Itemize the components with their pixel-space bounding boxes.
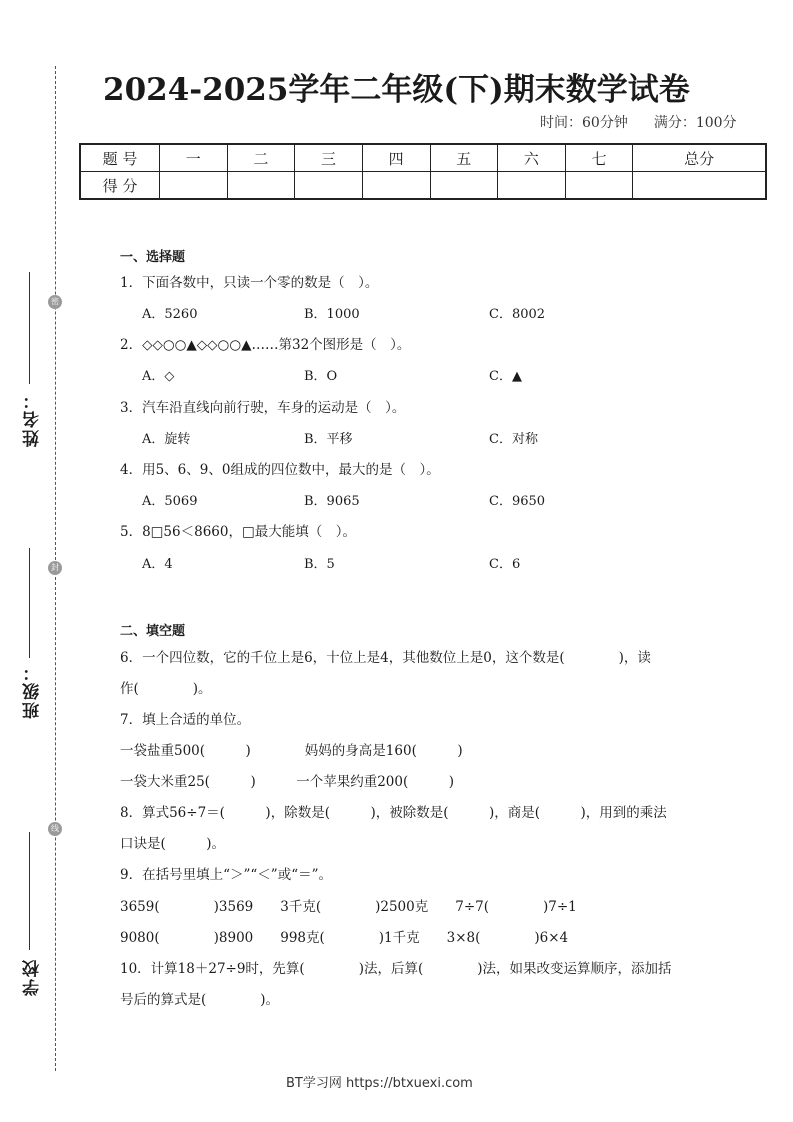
- option-c: C．9650: [489, 494, 546, 509]
- score-cell[interactable]: [633, 172, 766, 200]
- score-header-cell: 一: [160, 144, 228, 172]
- score-header-cell: 六: [498, 144, 566, 172]
- school-fill-line: [29, 832, 30, 950]
- class-fill-line: [29, 548, 30, 658]
- option-b: B．5: [304, 557, 335, 572]
- full-score: 满分：100分: [653, 115, 737, 131]
- question-7: 7．填上合适的单位。: [120, 712, 251, 728]
- score-table: [79, 143, 767, 200]
- time-limit: 时间：60分钟: [540, 115, 628, 131]
- score-cell[interactable]: [565, 172, 633, 200]
- seal-feng: 封: [48, 561, 62, 575]
- option-c: C．8002: [489, 307, 546, 322]
- score-cell[interactable]: [295, 172, 363, 200]
- question-10-line-1: 10．计算18＋27÷9时，先算( )法，后算( )法，如果改变运算顺序，添加括: [120, 961, 672, 977]
- score-cell[interactable]: [430, 172, 498, 200]
- question-2: 2．◇◇○○▲◇◇○○▲……第32个图形是（ ）。: [120, 337, 411, 353]
- score-cell[interactable]: [227, 172, 295, 200]
- question-1: 1．下面各数中，只读一个零的数是（ ）。: [120, 275, 379, 291]
- name-label: 姓名：: [23, 390, 43, 447]
- school-label: 学校: [23, 958, 43, 996]
- score-header-cell: 题 号: [80, 144, 160, 172]
- option-b: B．9065: [304, 494, 360, 509]
- option-c: C．▲: [489, 369, 522, 384]
- score-table-header-row: [80, 144, 766, 172]
- score-table-score-row: [80, 172, 766, 200]
- question-4: 4．用5、6、9、0组成的四位数中，最大的是（ ）。: [120, 462, 440, 478]
- option-c: C．6: [489, 557, 521, 572]
- score-cell[interactable]: [160, 172, 228, 200]
- class-label: 班级：: [23, 662, 43, 719]
- section-heading-fill: 二、填空题: [120, 624, 186, 639]
- score-cell[interactable]: [362, 172, 430, 200]
- option-a: A．4: [142, 557, 173, 572]
- score-header-cell: 三: [295, 144, 363, 172]
- score-cell[interactable]: [498, 172, 566, 200]
- option-b: B．1000: [304, 307, 360, 322]
- score-header-cell: 五: [430, 144, 498, 172]
- option-b: B．平移: [304, 432, 353, 447]
- question-9: 9．在括号里填上“＞”“＜”或“＝”。: [120, 867, 332, 883]
- question-9-row-2: 9080( )8900 998克( )1千克 3×8( )6×4: [120, 930, 569, 946]
- seal-mi: 密: [48, 295, 62, 309]
- score-header-cell: 四: [362, 144, 430, 172]
- question-7-row-2: 一袋大米重25( ) 一个苹果约重200( ): [120, 774, 455, 790]
- name-fill-line: [29, 272, 30, 384]
- score-header-cell: 七: [565, 144, 633, 172]
- time-info: [540, 112, 763, 132]
- question-10-line-2: 号后的算式是( )。: [120, 992, 280, 1008]
- question-5: 5．8□56＜8660，□最大能填（ ）。: [120, 524, 356, 540]
- question-8-line-1: 8．算式56÷7＝( )，除数是( )，被除数是( )，商是( )，用到的乘法: [120, 805, 667, 821]
- option-c: C．对称: [489, 432, 538, 447]
- option-a: A．◇: [142, 369, 175, 384]
- option-a: A．5069: [142, 494, 198, 509]
- question-8-line-2: 口诀是( )。: [120, 836, 226, 852]
- option-a: A．旋转: [142, 432, 191, 447]
- question-9-row-1: 3659( )3569 3千克( )2500克 7÷7( )7÷1: [120, 899, 577, 915]
- footer-watermark: BT学习网 https://btxuexi.com: [286, 1076, 473, 1091]
- question-6-line-2: 作( )。: [120, 681, 212, 697]
- option-b: B．O: [304, 369, 338, 384]
- section-heading-choice: 一、选择题: [120, 250, 186, 265]
- seal-xian: 线: [48, 822, 62, 836]
- score-row-label: 得 分: [80, 172, 160, 200]
- score-header-cell: 二: [227, 144, 295, 172]
- question-7-row-1: 一袋盐重500( ) 妈妈的身高是160( ): [120, 743, 463, 759]
- question-6-line-1: 6．一个四位数，它的千位上是6，十位上是4，其他数位上是0，这个数是( )，读: [120, 650, 651, 666]
- page-title: 2024-2025学年二年级(下)期末数学试卷: [103, 72, 690, 108]
- option-a: A．5260: [142, 307, 198, 322]
- score-header-cell: 总分: [633, 144, 766, 172]
- question-3: 3．汽车沿直线向前行驶，车身的运动是（ ）。: [120, 400, 406, 416]
